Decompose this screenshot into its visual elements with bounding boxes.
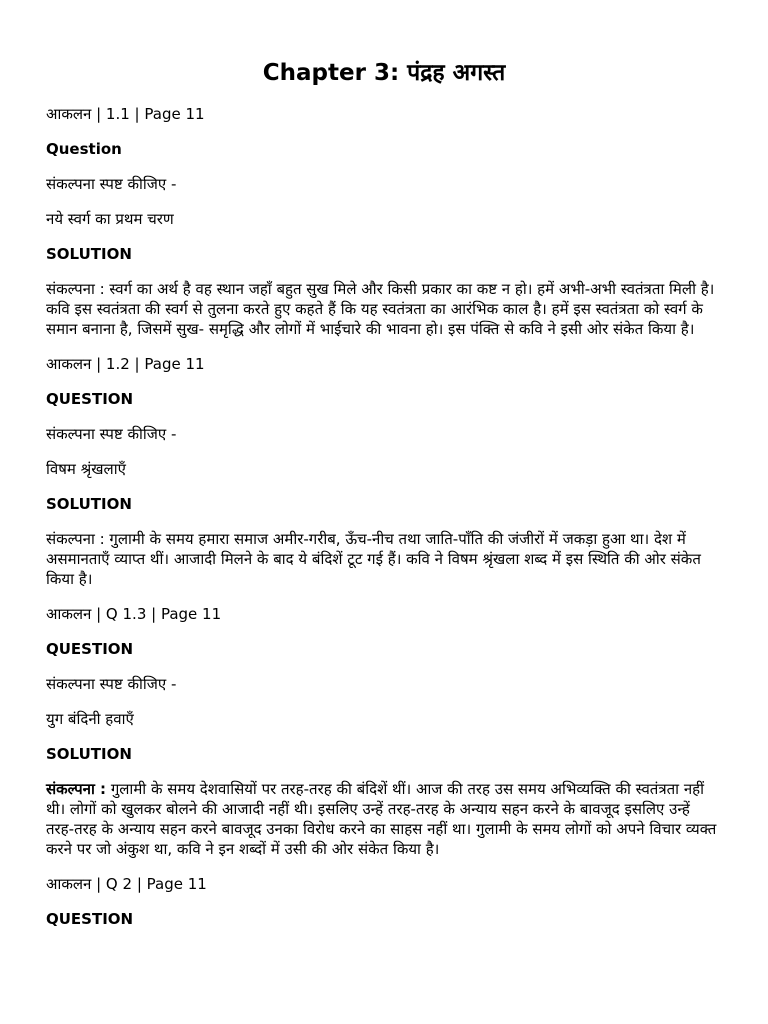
- question-label: QUESTION: [46, 390, 134, 408]
- question-label: QUESTION: [46, 910, 134, 928]
- solution-label: SOLUTION: [46, 245, 132, 263]
- solution-label: SOLUTION: [46, 745, 132, 763]
- solution-text: [46, 529, 722, 589]
- qa-section-3: [46, 604, 722, 859]
- solution-body: गुलामी के समय देशवासियों पर तरह-तरह की बंदिशें थीं। आज की तरह उस समय अभिव्यक्ति की स्वतंत्रता नहीं थी। लोगों को खुलकर बोलने की आजादी नहीं थी। इसलिए उन्हें तरह-तरह के अन्याय सहन करने के बावजूद इसलिए उन्हें तरह-तरह के अन्याय सहन करने बावजूद उनका विरोध करने का साहस नहीं था। गुलामी के समय लोगों को अपने विचार व्यक्त करने पर जो अंकुश था, कवि ने इन शब्दों में उसी की ओर संकेत किया है।: [46, 780, 717, 858]
- solution-label: SOLUTION: [46, 495, 132, 513]
- question-meta: आकलन | 1.1 | Page 11: [46, 105, 205, 123]
- question-prompt: संकल्पना स्पष्ट कीजिए -: [46, 425, 177, 443]
- qa-section-1: [46, 104, 722, 339]
- chapter-title: Chapter 3: पंद्रह अगस्त: [262, 60, 506, 86]
- solution-text: [46, 779, 722, 859]
- qa-section-2: [46, 354, 722, 589]
- question-meta: आकलन | Q 2 | Page 11: [46, 875, 207, 893]
- question-item: विषम श्रृंखलाएँ: [46, 460, 126, 478]
- question-meta: आकलन | Q 1.3 | Page 11: [46, 605, 222, 623]
- question-meta: आकलन | 1.2 | Page 11: [46, 355, 205, 373]
- question-prompt: संकल्पना स्पष्ट कीजिए -: [46, 675, 177, 693]
- question-item: युग बंदिनी हवाएँ: [46, 710, 134, 728]
- question-label: QUESTION: [46, 640, 134, 658]
- question-item: नये स्वर्ग का प्रथम चरण: [46, 210, 174, 228]
- question-prompt: संकल्पना स्पष्ट कीजिए -: [46, 175, 177, 193]
- solution-text: [46, 279, 722, 339]
- solution-body: संकल्पना : स्वर्ग का अर्थ है वह स्थान जहाँ बहुत सुख मिले और किसी प्रकार का कष्ट न हो। हमें अभी-अभी स्वतंत्रता मिली है। कवि इस स्वतंत्रता की स्वर्ग से तुलना करते हुए कहते हैं कि यह स्वतंत्रता का आरंभिक काल है। हमें इस स्वतंत्रता को स्वर्ग के समान बनाना है, जिसमें सुख- समृद्धि और लोगों में भाईचारे की भावना हो। इस पंक्ति से कवि ने इसी ओर संकेत किया है।: [46, 280, 715, 338]
- question-label: Question: [46, 140, 122, 158]
- solution-prefix: संकल्पना :: [46, 780, 107, 798]
- qa-section-4: [46, 874, 722, 929]
- solution-body: संकल्पना : गुलामी के समय हमारा समाज अमीर-गरीब, ऊँच-नीच तथा जाति-पाँति की जंजीरों में जकड़ा हुआ था। देश में असमानताएँ व्याप्त थीं। आजादी मिलने के बाद ये बंदिशें टूट गई हैं। कवि ने विषम श्रृंखला शब्द में इस स्थिति की ओर संकेत किया है।: [46, 530, 701, 588]
